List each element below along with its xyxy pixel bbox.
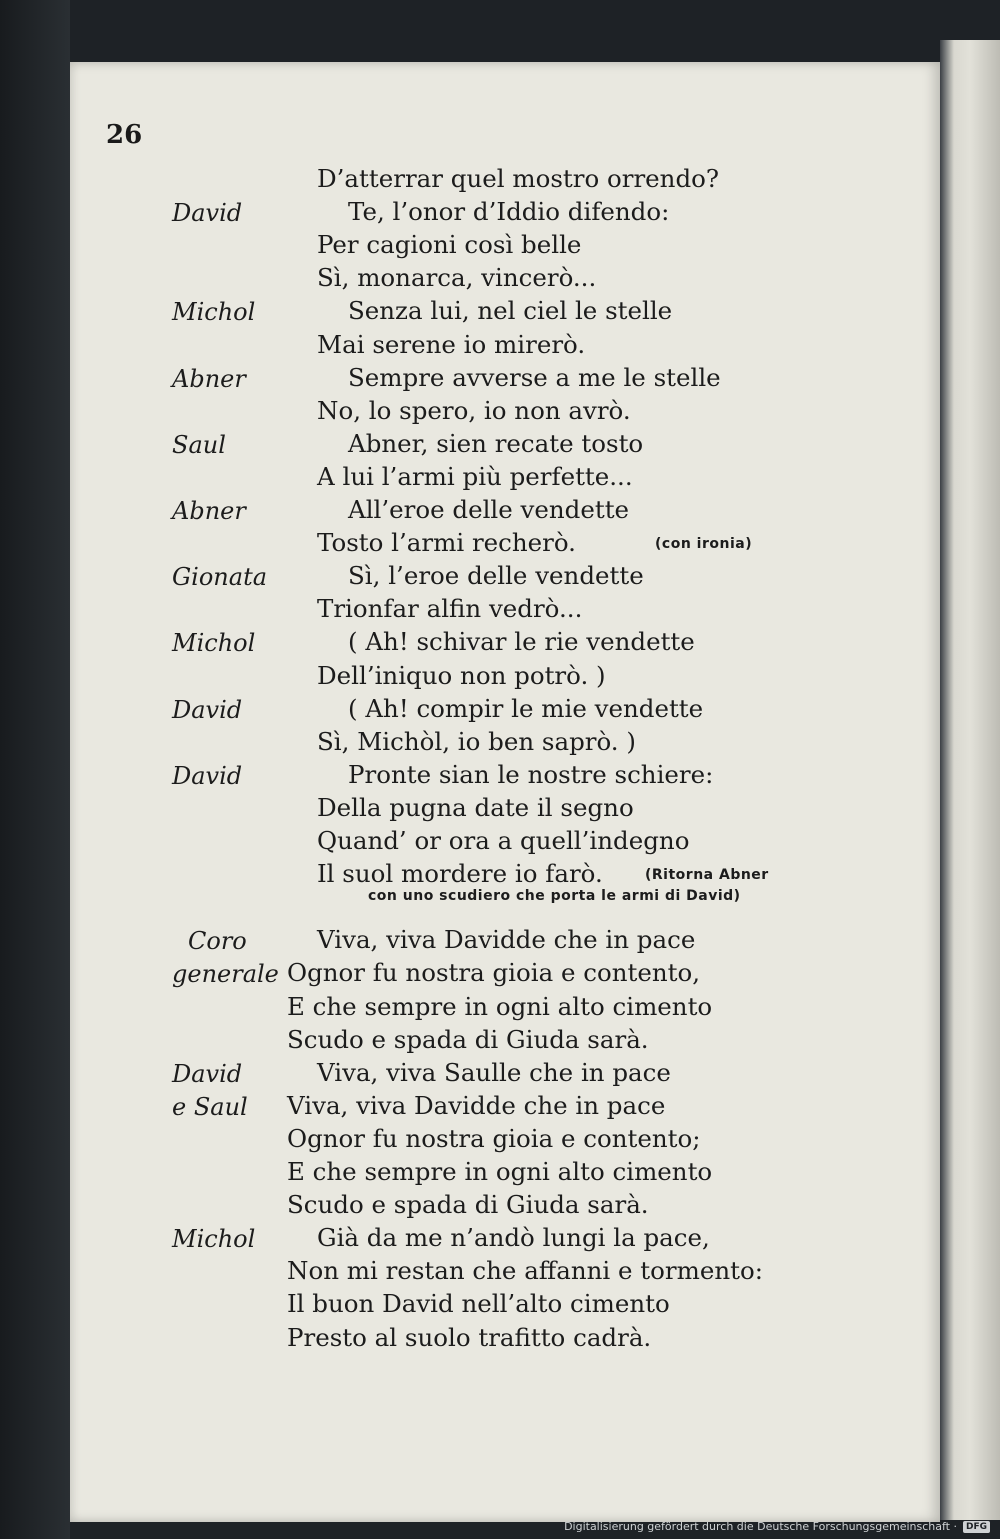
verse-text: Per cagioni così belle: [317, 230, 582, 260]
verse-line: [0, 627, 1000, 660]
verse-text: E che sempre in ogni alto cimento: [287, 1157, 713, 1186]
verse-text: Presto al suolo trafitto cadrà.: [287, 1322, 652, 1352]
verse-text: Viva, viva Davidde che in pace: [287, 1090, 666, 1120]
verse-text: Te, l’onor d’Iddio difendo:: [348, 197, 670, 227]
verse-line: [0, 528, 1000, 561]
verse-line: [0, 363, 1000, 396]
verse-text: Già da me n’andò lungi la pace,: [317, 1223, 710, 1253]
verse-text: Viva, viva Davidde che in pace: [317, 925, 696, 955]
verse-line: [0, 760, 1000, 793]
speaker-name: Coro: [188, 927, 247, 956]
verse-text: Il suol mordere io farò.: [317, 859, 603, 889]
verse-line: [0, 1157, 1000, 1190]
verse-line: [0, 992, 1000, 1025]
speaker-name: Gionata: [172, 563, 268, 592]
speaker-name: Michol: [172, 629, 256, 658]
verse-text: Sì, l’eroe delle vendette: [348, 561, 644, 591]
verse-line: [0, 793, 1000, 826]
verse-line: [0, 462, 1000, 495]
speaker-name: generale: [172, 960, 279, 989]
verse-text: No, lo spero, io non avrò.: [317, 395, 631, 425]
verse-text: Sempre avverse a me le stelle: [348, 362, 721, 392]
verse-text: Pronte sian le nostre schiere:: [348, 759, 714, 789]
speaker-name: Abner: [172, 497, 246, 525]
verse-text: Trionfar alfin vedrò...: [317, 594, 583, 624]
verse-line: [0, 727, 1000, 760]
verse-line: [0, 263, 1000, 296]
verse-text: Il buon David nell’alto cimento: [287, 1289, 670, 1319]
verse-text: Ognor fu nostra gioia e contento;: [287, 1123, 701, 1153]
verse-line: [0, 826, 1000, 859]
verse-line: [0, 197, 1000, 230]
speaker-name: David: [172, 1059, 243, 1088]
verse-text: Scudo e spada di Giuda sarà.: [287, 1190, 649, 1220]
verse-line: [0, 859, 1000, 892]
verse-line: [0, 1124, 1000, 1157]
page-number: 26: [106, 120, 143, 150]
verse-line: [0, 561, 1000, 594]
verse-line: [0, 1058, 1000, 1091]
verse-text: Mai serene io mirerò.: [317, 329, 586, 359]
verse-text: Senza lui, nel ciel le stelle: [348, 296, 673, 326]
footer: [564, 1520, 990, 1533]
speaker-name: Saul: [172, 430, 226, 459]
verse-text: A lui l’armi più perfette...: [317, 461, 633, 491]
verse-line: [0, 1323, 1000, 1356]
verse-line: [0, 164, 1000, 197]
verse-line: [0, 396, 1000, 429]
verse-line: [0, 296, 1000, 329]
verse-line: [0, 1289, 1000, 1322]
speaker-name: David: [172, 695, 243, 724]
footer-credit: Digitalisierung gefördert durch die Deutsche Forschungsgemeinschaft ·: [564, 1520, 957, 1533]
verse-text: Della pugna date il segno: [317, 792, 634, 822]
speaker-name: Michol: [172, 298, 256, 327]
verse-line: [0, 230, 1000, 263]
verse-line: [0, 661, 1000, 694]
verse-text: Dell’iniquo non potrò. ): [317, 660, 606, 690]
verse-line: [0, 495, 1000, 528]
verse-text: Scudo e spada di Giuda sarà.: [287, 1024, 649, 1054]
verse-text: Viva, viva Saulle che in pace: [317, 1057, 671, 1087]
verse-text: All’eroe delle vendette: [348, 495, 630, 524]
stage-direction: (con ironia): [655, 536, 753, 553]
verse-line: [0, 330, 1000, 363]
verse-text: Sì, monarca, vincerò...: [317, 263, 597, 293]
stage-direction: con uno scudiero che porta le armi di David): [368, 888, 741, 905]
verse-line: [0, 694, 1000, 727]
stage-direction: (Ritorna Abner: [645, 867, 769, 884]
verse-text: Quand’ or ora a quell’indegno: [317, 826, 690, 855]
verse-text: Non mi restan che affanni e tormento:: [287, 1256, 763, 1286]
verse-text: E che sempre in ogni alto cimento: [287, 991, 713, 1021]
verse-text: Sì, Michòl, io ben saprò. ): [317, 726, 636, 756]
verse-line: [0, 958, 1000, 991]
verse-line: [0, 925, 1000, 958]
speaker-name: David: [172, 199, 243, 228]
verse-text: Ognor fu nostra gioia e contento,: [287, 958, 701, 988]
speaker-name: Michol: [172, 1225, 256, 1254]
verse-line: [0, 1025, 1000, 1058]
verse-line: [0, 1190, 1000, 1223]
verse-text: ( Ah! compir le mie vendette: [348, 693, 704, 723]
verse-text: D’atterrar quel mostro orrendo?: [317, 164, 720, 193]
verse-line: [0, 1091, 1000, 1124]
verse-line: [0, 1223, 1000, 1256]
verse-line: [0, 1256, 1000, 1289]
speaker-name: David: [172, 761, 243, 790]
verse-text: ( Ah! schivar le rie vendette: [348, 627, 695, 657]
speaker-name: Abner: [172, 364, 246, 393]
verse-text: Abner, sien recate tosto: [348, 428, 644, 458]
verse-text: Tosto l’armi recherò.: [317, 528, 576, 558]
verse-line: [0, 888, 1000, 925]
speaker-name: e Saul: [172, 1092, 248, 1121]
dfg-logo: DFG: [963, 1521, 990, 1533]
verse-line: [0, 594, 1000, 627]
verse-line: [0, 429, 1000, 462]
